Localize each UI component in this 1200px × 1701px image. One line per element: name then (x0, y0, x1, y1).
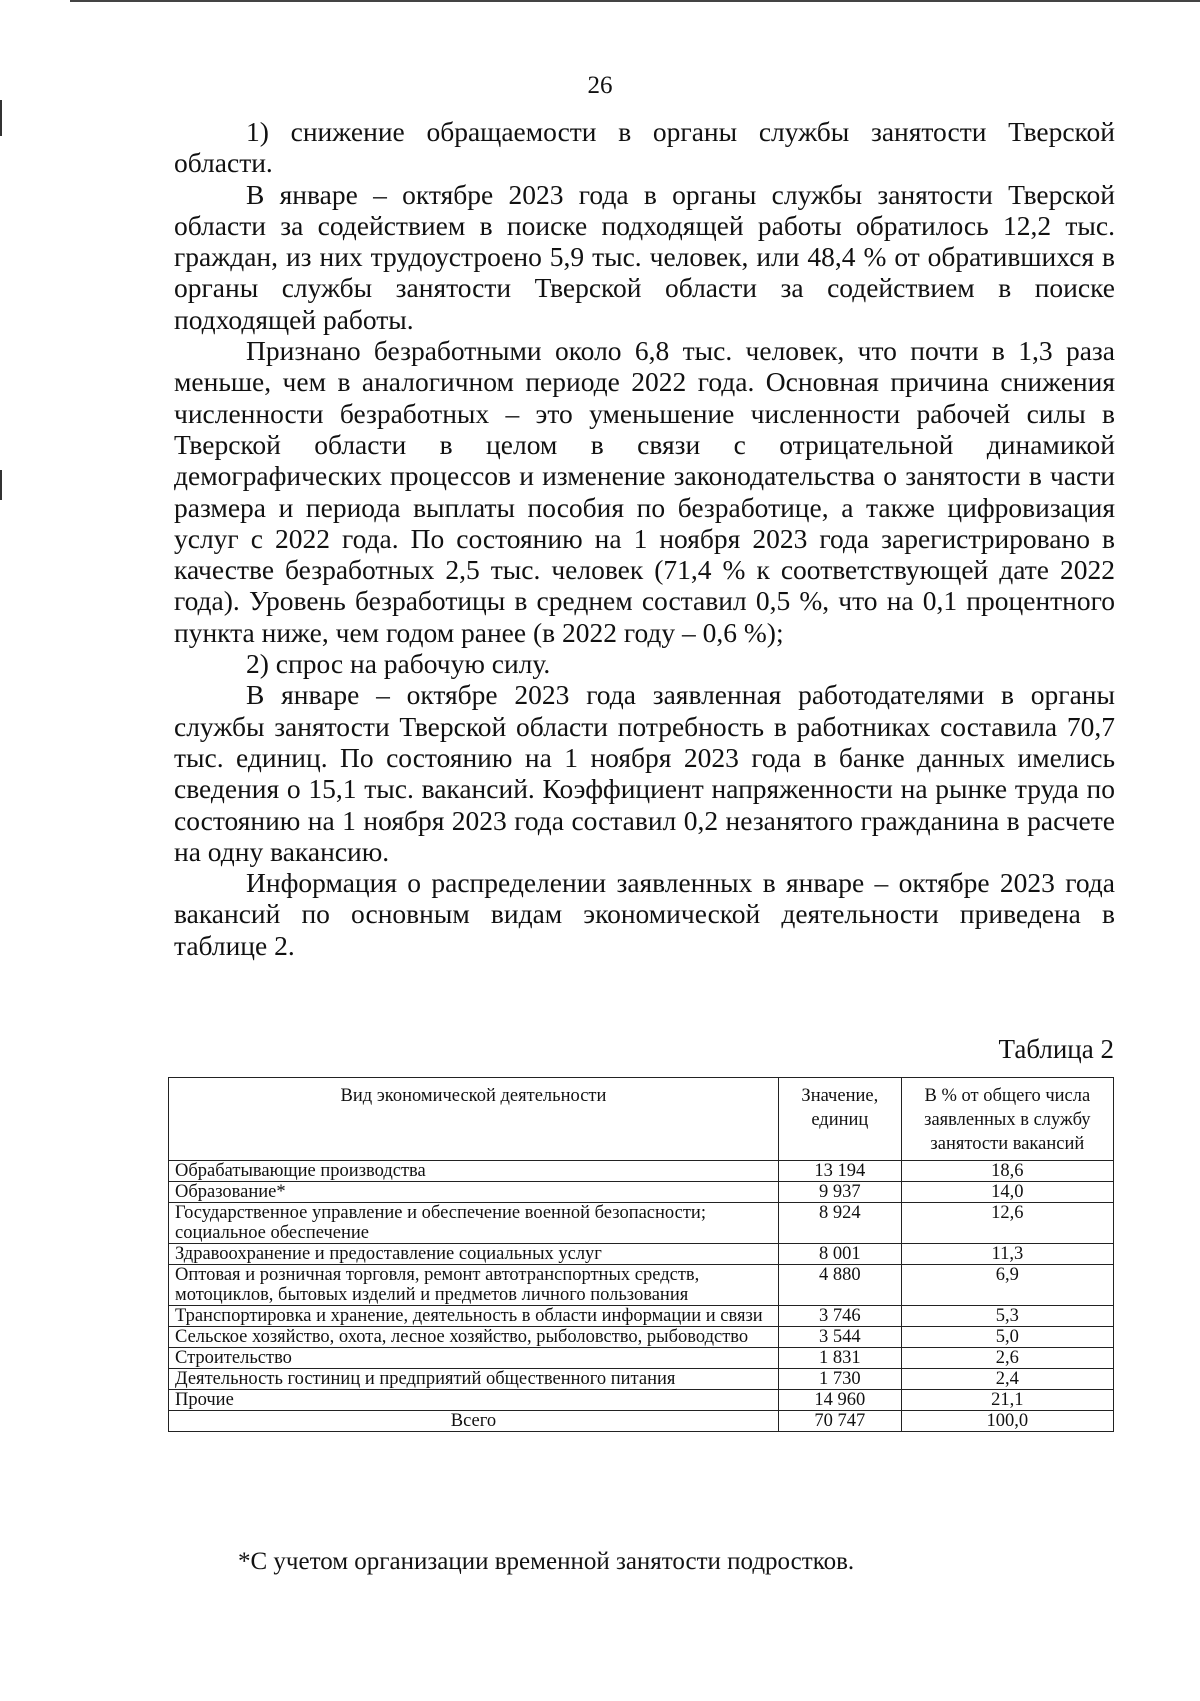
activity-cell: Обрабатывающие производства (169, 1161, 779, 1182)
paragraph: 2) спрос на рабочую силу. (246, 648, 551, 680)
table-total-row (169, 1411, 1114, 1432)
activity-cell: Прочие (169, 1390, 779, 1411)
total-value-cell: 70 747 (778, 1411, 901, 1432)
percent-cell: 11,3 (901, 1244, 1113, 1265)
value-cell: 8 924 (778, 1203, 901, 1244)
percent-cell: 21,1 (901, 1390, 1113, 1411)
value-cell: 1 730 (778, 1369, 901, 1390)
top-border-line (70, 0, 1200, 2)
value-cell: 3 544 (778, 1327, 901, 1348)
paragraph: Информация о распределении заявленных в январе – октябре 2023 года вакансий по основным видам экономической деятельности приведена в таблице 2. (174, 867, 1115, 961)
value-cell: 13 194 (778, 1161, 901, 1182)
percent-cell: 12,6 (901, 1203, 1113, 1244)
percent-cell: 2,4 (901, 1369, 1113, 1390)
table-row (169, 1244, 1114, 1265)
table-row (169, 1348, 1114, 1369)
paragraph: Признано безработными около 6,8 тыс. человек, что почти в 1,3 раза меньше, чем в аналогичном периоде 2022 года. Основная причина снижения численности безработных – это уменьшение численности рабочей силы в Тверской области в целом в связи с отрицательной динамикой демографических процессов и изменение законодательства о занятости в части размера и периода выплаты пособия по безработице, а также цифровизация услуг с 2022 года. По состоянию на 1 ноября 2023 года зарегистрировано в качестве безработных 2,5 тыс. человек (71,4 % к соответствующей дате 2022 года). Уровень безработицы в среднем составил 0,5 %, что на 0,1 процентного пункта ниже, чем годом ранее (в 2022 году – 0,6 %); (174, 335, 1115, 648)
paragraph: В январе – октябре 2023 года заявленная работодателями в органы службы занятости Тверской области потребность в работниках составила 70,7 тыс. единиц. По состоянию на 1 ноября 2023 года в банке данных имелись сведения о 15,1 тыс. вакансий. Коэффициент напряженности на рынке труда по состоянию на 1 ноября 2023 года составил 0,2 незанятого гражданина в расчете на одну вакансию. (174, 679, 1115, 867)
percent-cell: 5,0 (901, 1327, 1113, 1348)
table-caption: Таблица 2 (998, 1034, 1114, 1064)
activity-cell: Сельское хозяйство, охота, лесное хозяйство, рыболовство, рыбоводство (169, 1327, 779, 1348)
margin-mark (0, 100, 2, 136)
percent-cell: 14,0 (901, 1182, 1113, 1203)
activity-cell: Деятельность гостиниц и предприятий общественного питания (169, 1369, 779, 1390)
value-cell: 4 880 (778, 1265, 901, 1306)
margin-mark (0, 470, 2, 500)
header-activity: Вид экономической деятельности (169, 1078, 779, 1161)
activity-cell: Здравоохранение и предоставление социальных услуг (169, 1244, 779, 1265)
activity-cell: Государственное управление и обеспечение военной безопасности; социальное обеспечение (169, 1203, 779, 1244)
activity-cell: Транспортировка и хранение, деятельность в области информации и связи (169, 1306, 779, 1327)
paragraph: 1) снижение обращаемости в органы службы занятости Тверской области. (174, 116, 1115, 179)
total-percent-cell: 100,0 (901, 1411, 1113, 1432)
vacancies-table (168, 1077, 1114, 1432)
value-cell: 14 960 (778, 1390, 901, 1411)
header-percent: В % от общего числа заявленных в службу занятости вакансий (901, 1078, 1113, 1161)
table-row (169, 1327, 1114, 1348)
percent-cell: 6,9 (901, 1265, 1113, 1306)
footnote: *С учетом организации временной занятости подростков. (238, 1548, 855, 1575)
table-header-row (169, 1078, 1114, 1161)
table-row (169, 1306, 1114, 1327)
page-number: 26 (587, 72, 613, 99)
table-row (169, 1265, 1114, 1306)
value-cell: 1 831 (778, 1348, 901, 1369)
value-cell: 9 937 (778, 1182, 901, 1203)
activity-cell: Оптовая и розничная торговля, ремонт автотранспортных средств, мотоциклов, бытовых изделий и предметов личного пользования (169, 1265, 779, 1306)
percent-cell: 18,6 (901, 1161, 1113, 1182)
activity-cell: Образование* (169, 1182, 779, 1203)
header-value: Значение, единиц (778, 1078, 901, 1161)
table-row (169, 1203, 1114, 1244)
body-text (174, 116, 1115, 961)
paragraph: В январе – октябре 2023 года в органы службы занятости Тверской области за содействием в поиске подходящей работы обратилось 12,2 тыс. граждан, из них трудоустроено 5,9 тыс. человек, или 48,4 % от обратившихся в органы службы занятости Тверской области за содействием в поиске подходящей работы. (174, 178, 1115, 335)
table-row (169, 1182, 1114, 1203)
value-cell: 8 001 (778, 1244, 901, 1265)
table-row (169, 1161, 1114, 1182)
percent-cell: 2,6 (901, 1348, 1113, 1369)
total-label-cell: Всего (169, 1411, 779, 1432)
percent-cell: 5,3 (901, 1306, 1113, 1327)
table-row (169, 1390, 1114, 1411)
activity-cell: Строительство (169, 1348, 779, 1369)
table-row (169, 1369, 1114, 1390)
value-cell: 3 746 (778, 1306, 901, 1327)
